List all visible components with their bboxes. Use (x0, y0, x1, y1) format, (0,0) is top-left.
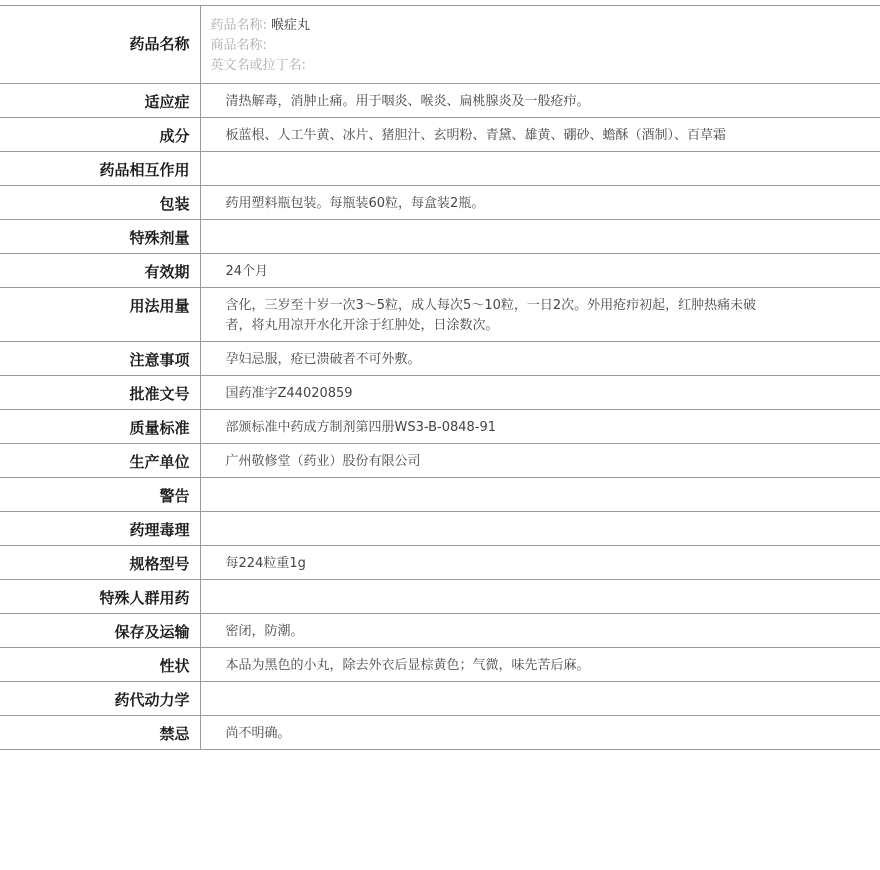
row-label: 性状 (0, 648, 200, 682)
row-label: 警告 (0, 478, 200, 512)
table-row-indications (0, 84, 880, 118)
table-row-pharmacokinetics (0, 682, 880, 716)
table-row-special-populations (0, 580, 880, 614)
row-value: 每224粒重1g (200, 546, 880, 580)
table-row-approval-number (0, 376, 880, 410)
row-value: 国药准字Z44020859 (200, 376, 880, 410)
row-value: 广州敬修堂（药业）股份有限公司 (200, 444, 880, 478)
table-row-pharmacology (0, 512, 880, 546)
row-value: 板蓝根、人工牛黄、冰片、猪胆汁、玄明粉、青黛、雄黄、硼砂、蟾酥（酒制）、百草霜 (200, 118, 880, 152)
table-row-specification (0, 546, 880, 580)
row-label: 生产单位 (0, 444, 200, 478)
drug-name-block (200, 6, 880, 84)
table-row-packaging (0, 186, 880, 220)
table-row-shelf-life (0, 254, 880, 288)
row-label: 规格型号 (0, 546, 200, 580)
table-row-special-dosage (0, 220, 880, 254)
row-value (200, 512, 880, 546)
row-value: 部颁标准中药成方制剂第四册WS3-B-0848-91 (200, 410, 880, 444)
latin-name-line (211, 56, 880, 76)
row-label: 药品相互作用 (0, 152, 200, 186)
row-value (200, 580, 880, 614)
row-label: 用法用量 (0, 288, 200, 342)
row-value: 24个月 (200, 254, 880, 288)
row-value (200, 152, 880, 186)
row-label: 成分 (0, 118, 200, 152)
table-row-contraindications (0, 716, 880, 750)
table-row-quality-standard (0, 410, 880, 444)
row-label: 适应症 (0, 84, 200, 118)
drug-info-sheet (0, 5, 880, 750)
row-label: 药代动力学 (0, 682, 200, 716)
row-value: 尚不明确。 (200, 716, 880, 750)
trade-name-line (211, 36, 880, 56)
row-value (200, 682, 880, 716)
row-value (200, 478, 880, 512)
row-label: 特殊剂量 (0, 220, 200, 254)
usage-dosage-text: 含化，三岁至十岁一次3～5粒，成人每次5～10粒，一日2次。外用疮疖初起，红肿热痛未破者，将丸用凉开水化开涂于红肿处，日涂数次。 (225, 298, 757, 333)
table-row-interactions (0, 152, 880, 186)
table-row-usage-dosage (0, 288, 880, 342)
row-label: 药品名称 (0, 6, 200, 84)
row-value: 密闭，防潮。 (200, 614, 880, 648)
row-value (200, 220, 880, 254)
table-row-manufacturer (0, 444, 880, 478)
generic-name-line (211, 16, 880, 36)
table-row-warning (0, 478, 880, 512)
row-label: 禁忌 (0, 716, 200, 750)
table-row-precautions (0, 342, 880, 376)
latin-name-key: 英文名或拉丁名: (210, 58, 306, 73)
row-value: 药用塑料瓶包装。每瓶装60粒，每盒装2瓶。 (200, 186, 880, 220)
row-value (200, 288, 880, 342)
table-row-description (0, 648, 880, 682)
generic-name-key: 药品名称: (210, 18, 267, 33)
row-label: 注意事项 (0, 342, 200, 376)
row-label: 保存及运输 (0, 614, 200, 648)
generic-name-value: 喉症丸 (271, 18, 311, 33)
table-row-ingredients (0, 118, 880, 152)
row-value: 本品为黑色的小丸，除去外衣后显棕黄色；气微，味先苦后麻。 (200, 648, 880, 682)
drug-spec-table (0, 5, 880, 750)
row-label: 特殊人群用药 (0, 580, 200, 614)
row-value: 孕妇忌服，疮已溃破者不可外敷。 (200, 342, 880, 376)
row-label: 批准文号 (0, 376, 200, 410)
table-row-drug-name (0, 6, 880, 84)
table-row-storage-transport (0, 614, 880, 648)
row-value: 清热解毒，消肿止痛。用于咽炎、喉炎、扁桃腺炎及一般疮疖。 (200, 84, 880, 118)
row-label: 有效期 (0, 254, 200, 288)
row-label: 质量标准 (0, 410, 200, 444)
row-label: 包装 (0, 186, 200, 220)
trade-name-key: 商品名称: (210, 38, 267, 53)
row-label: 药理毒理 (0, 512, 200, 546)
